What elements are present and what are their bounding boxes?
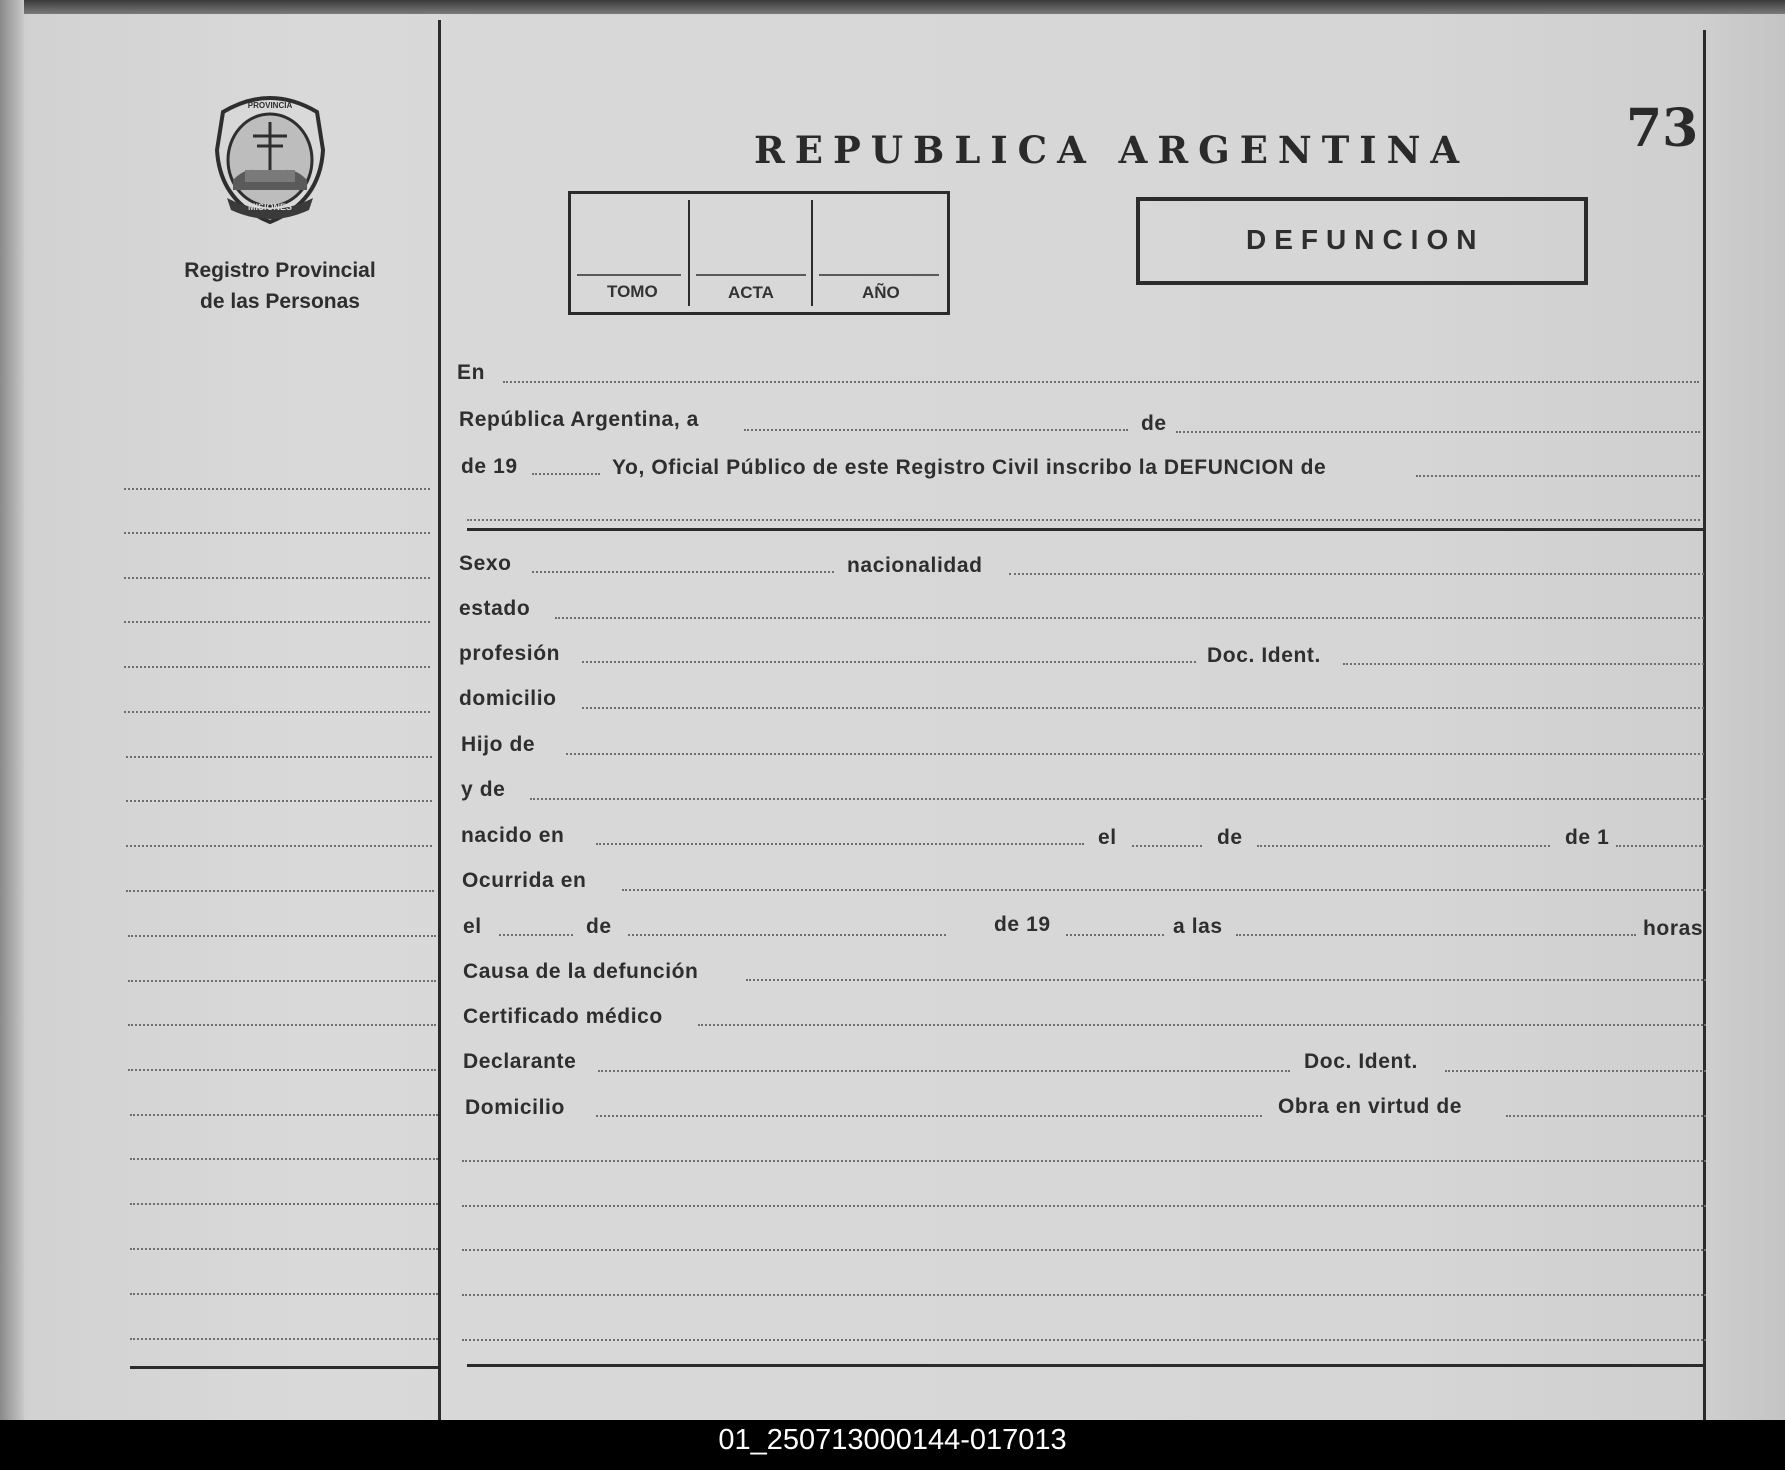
label-horas: horas (1643, 917, 1704, 940)
label-y-de: y de (461, 778, 506, 801)
field-causa[interactable] (746, 979, 1706, 981)
field-lugar-defuncion[interactable] (622, 889, 1706, 891)
field-hora[interactable] (1236, 934, 1636, 936)
label-estado: estado (459, 597, 531, 620)
field-nombre-fallecido[interactable] (1416, 475, 1700, 477)
field-dia-defuncion[interactable] (499, 934, 573, 936)
label-en: En (457, 361, 486, 384)
svg-text:PROVINCIA: PROVINCIA (247, 101, 293, 110)
image-id-caption: 01_250713000144-017013 (718, 1424, 1067, 1456)
label-el-defuncion: el (463, 915, 482, 938)
label-de-nacimiento: de (1217, 826, 1243, 849)
label-el-nacimiento: el (1098, 826, 1117, 849)
label-ocurrida-en: Ocurrida en (462, 869, 587, 892)
field-anio-inscripcion[interactable] (532, 473, 600, 475)
field-padre[interactable] (566, 753, 1704, 755)
label-yo-oficial: Yo, Oficial Público de este Registro Civil inscribo la DEFUNCION de (612, 456, 1327, 479)
field-domicilio-declarante[interactable] (596, 1115, 1262, 1117)
label-sexo: Sexo (459, 552, 512, 575)
page-number: 73 (1626, 98, 1699, 159)
field-certificado[interactable] (698, 1024, 1706, 1026)
field-mes-defuncion[interactable] (628, 934, 946, 936)
label-certificado: Certificado médico (463, 1005, 663, 1028)
field-estado[interactable] (555, 617, 1704, 619)
ano-label: AÑO (862, 283, 900, 302)
label-causa: Causa de la defunción (463, 960, 699, 983)
field-sexo[interactable] (532, 571, 834, 573)
field-en[interactable] (503, 381, 1699, 383)
field-declarante[interactable] (598, 1070, 1290, 1072)
label-de-19: de 19 (461, 455, 518, 478)
top-shadow (0, 0, 1785, 14)
svg-text:MISIONES: MISIONES (247, 202, 293, 212)
label-nacionalidad: nacionalidad (847, 554, 983, 577)
label-de-defuncion: de (586, 915, 612, 938)
field-profesion[interactable] (582, 661, 1196, 663)
label-domicilio-declarante: Domicilio (465, 1096, 565, 1119)
field-anio-nacimiento[interactable] (1616, 845, 1704, 847)
field-dia-nacimiento[interactable] (1132, 845, 1202, 847)
label-de-19-defuncion: de 19 (994, 913, 1051, 936)
label-nacido-en: nacido en (461, 824, 565, 847)
field-nacionalidad[interactable] (1009, 573, 1704, 575)
field-mes[interactable] (1176, 431, 1700, 433)
label-hijo-de: Hijo de (461, 733, 536, 756)
field-madre[interactable] (530, 798, 1706, 800)
field-lugar-nacimiento[interactable] (596, 843, 1084, 845)
sidebar-divider (438, 20, 441, 1420)
label-domicilio: domicilio (459, 687, 557, 710)
label-declarante: Declarante (463, 1050, 577, 1073)
label-de-mes: de (1141, 412, 1167, 435)
document-title: REPUBLICA ARGENTINA (754, 128, 1470, 172)
registry-reference-box (568, 191, 950, 315)
label-doc-ident-2: Doc. Ident. (1304, 1050, 1418, 1073)
act-type-label: DEFUNCION (1246, 224, 1485, 255)
registry-line-2: de las Personas (200, 290, 360, 313)
field-mes-nacimiento[interactable] (1257, 845, 1550, 847)
tomo-label: TOMO (607, 282, 658, 301)
field-doc-ident-1[interactable] (1343, 663, 1704, 665)
field-nombre-fallecido-2[interactable] (467, 519, 1700, 521)
registry-name (150, 255, 410, 317)
section-divider-bottom (467, 1364, 1705, 1367)
right-border (1703, 30, 1706, 1420)
label-a-las: a las (1173, 915, 1223, 938)
provincial-seal-icon (205, 90, 335, 230)
label-profesion: profesión (459, 642, 561, 665)
acta-label: ACTA (728, 283, 774, 302)
field-obra[interactable] (1506, 1115, 1706, 1117)
field-doc-ident-2[interactable] (1445, 1070, 1706, 1072)
field-anio-defuncion[interactable] (1066, 934, 1164, 936)
binding-edge (0, 0, 24, 1420)
label-republica-a: República Argentina, a (459, 408, 699, 431)
label-obra: Obra en virtud de (1278, 1095, 1463, 1118)
field-domicilio[interactable] (582, 707, 1704, 709)
label-de-1: de 1 (1565, 826, 1610, 849)
registry-line-1: Registro Provincial (184, 259, 376, 282)
field-dia[interactable] (744, 429, 1128, 431)
section-divider-top (467, 528, 1703, 531)
label-doc-ident-1: Doc. Ident. (1207, 644, 1321, 667)
